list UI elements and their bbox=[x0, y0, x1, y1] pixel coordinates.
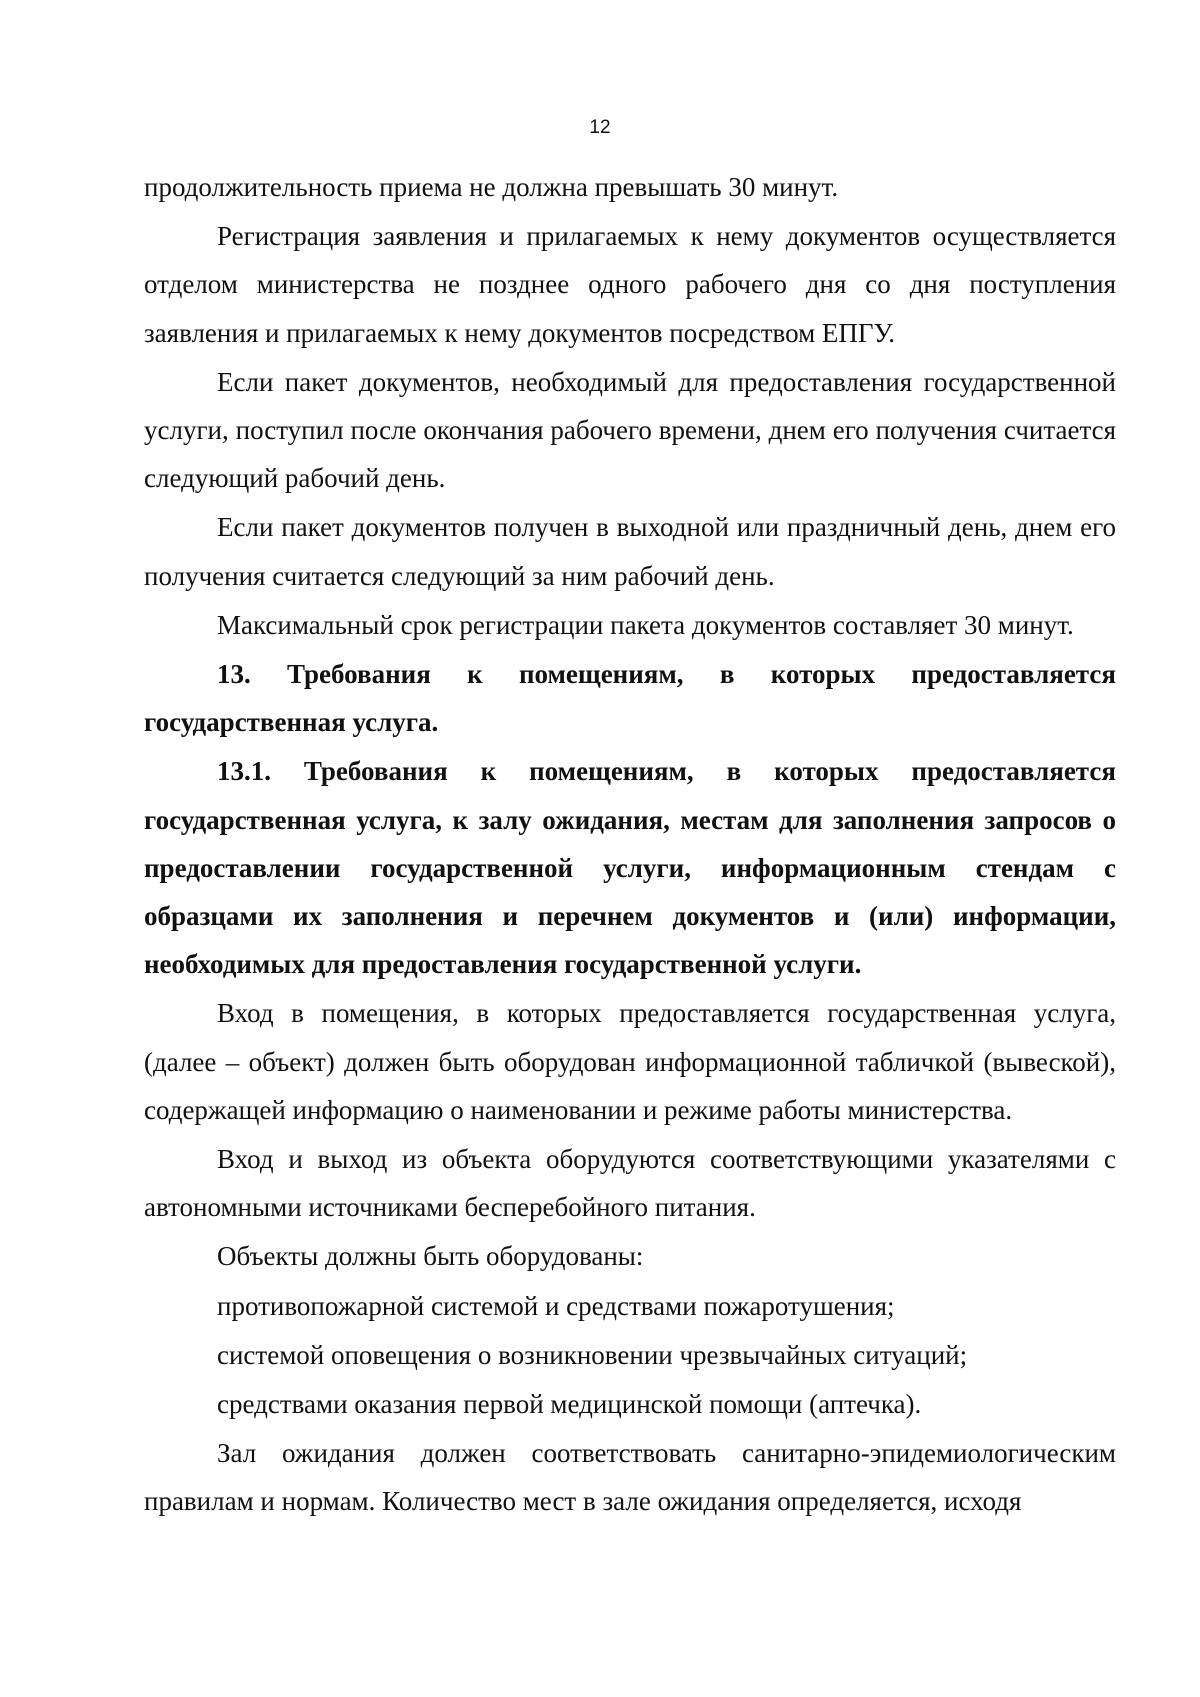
section-heading-13: 13. Требования к помещениям, в которых предоставляется государственная услуга. bbox=[144, 659, 1116, 738]
paragraph-waiting-hall: Зал ожидания должен соответствовать санитарно-эпидемиологическим правилам и нормам. Количество мест в зале ожидания определяется, исходя bbox=[144, 1438, 1116, 1517]
list-item-alert-system: системой оповещения о возникновении чрезвычайных ситуаций; bbox=[217, 1339, 968, 1370]
section-heading-13-1: 13.1. Требования к помещениям, в которых предоставляется государственная услуга, к залу ожидания, местам для заполнения запросов о предоставлении государственной услуги, информационным стендам с образцами их заполнения и перечнем документов и (или) информации, необходимых для предоставления государственной услуги. bbox=[144, 756, 1116, 980]
paragraph-holiday: Если пакет документов получен в выходной или праздничный день, днем его получения считается следующий за ним рабочий день. bbox=[144, 512, 1116, 591]
paragraph-max-registration-time: Максимальный срок регистрации пакета документов составляет 30 минут. bbox=[217, 609, 1074, 640]
paragraph-reception-duration: продолжительность приема не должна превышать 30 минут. bbox=[144, 172, 839, 202]
page-number: 12 bbox=[589, 117, 611, 138]
list-item-first-aid: средствами оказания первой медицинской помощи (аптечка). bbox=[217, 1389, 922, 1420]
paragraph-registration: Регистрация заявления и прилагаемых к нему документов осуществляется отделом министерства не позднее одного рабочего дня со дня поступления заявления и прилагаемых к нему документов посредством ЕПГУ. bbox=[144, 221, 1116, 348]
paragraph-entrance-sign: Вход в помещения, в которых предоставляется государственная услуга, (далее – объект) должен быть оборудован информационной табличкой (вывеской), содержащей информацию о наименовании и режиме работы министерства. bbox=[144, 998, 1116, 1125]
paragraph-entrance-exit-signs: Вход и выход из объекта оборудуются соответствующими указателями с автономными источниками бесперебойного питания. bbox=[144, 1144, 1116, 1223]
paragraph-equipment-intro: Объекты должны быть оборудованы: bbox=[217, 1241, 644, 1272]
paragraph-after-hours: Если пакет документов, необходимый для предоставления государственной услуги, поступил после окончания рабочего времени, днем его получения считается следующий рабочий день. bbox=[144, 366, 1116, 494]
document-body bbox=[144, 163, 1116, 1527]
list-item-fire-system: противопожарной системой и средствами пожаротушения; bbox=[217, 1290, 895, 1321]
